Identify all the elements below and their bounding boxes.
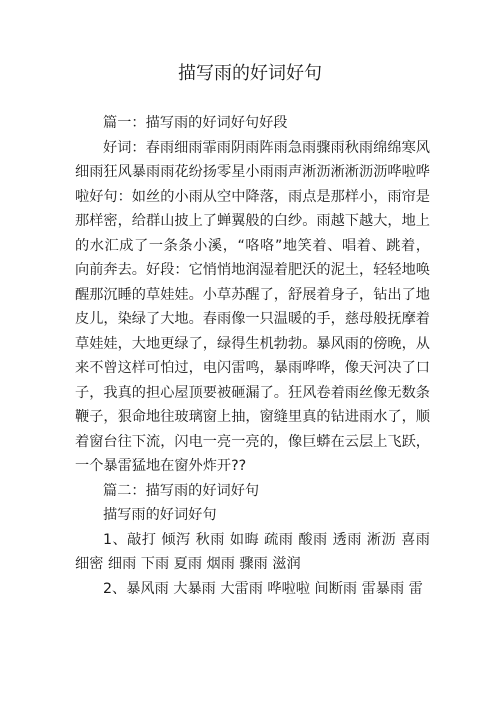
section-heading-1: 篇一：描写雨的好词好句好段 (103, 115, 288, 131)
document-body (75, 111, 430, 601)
body-paragraph: 好词：春雨细雨霏雨阴雨阵雨急雨骤雨秋雨绵绵寒风细雨狂风暴雨雨花纷扬零星小雨雨声淅沥淅淅沥沥哗啦哗啦好句：如丝的小雨从空中降落，雨点是那样小，雨帘是那样密，给群山披上了蝉翼般的白纱。雨越下越大，地上的水汇成了一条条小溪，“咯咯”地笑着、唱着、跳着，向前奔去。好段：它悄悄地润湿着肥沃的泥土，轻轻地唤醒那沉睡的草娃娃。小草苏醒了，舒展着身子，钻出了地皮儿，染绿了大地。春雨像一只温暖的手，慈母般抚摩着草娃娃，大地更绿了，绿得生机勃勃。暴风雨的傍晚，从来不曾这样可怕过，电闪雷鸣，暴雨哗哗，像天河决了口子，我真的担心屋顶要被砸漏了。狂风卷着雨丝像无数条鞭子，狠命地往玻璃窗上抽，窗缝里真的钻进雨水了，顺着窗台往下流，闪电一亮一亮的，像巨蟒在云层上飞跃，一个暴雷猛地在窗外炸开?? (75, 139, 430, 474)
document-title: 描写雨的好词好句 (178, 63, 322, 84)
word-list-2: 2、暴风雨 大暴雨 大雷雨 哗啦啦 间断雨 雷暴雨 雷 (103, 580, 423, 597)
section-heading-2: 篇二：描写雨的好词好句 (103, 482, 260, 499)
subheading: 描写雨的好词好句 (103, 507, 217, 523)
word-list-1: 1、敲打 倾泻 秋雨 如晦 疏雨 酸雨 透雨 淅沥 喜雨 细密 细雨 下雨 夏雨 烟雨 骤雨 滋润 (75, 531, 430, 572)
